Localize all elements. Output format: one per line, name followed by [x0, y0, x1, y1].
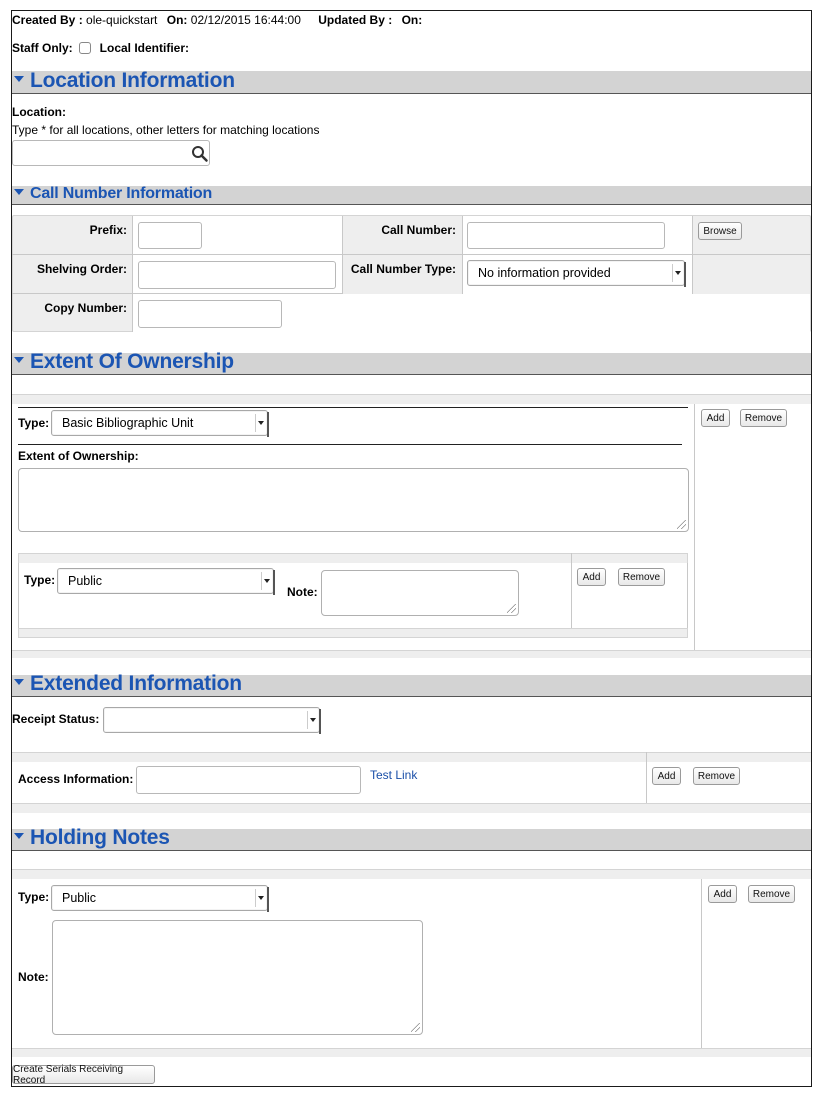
- collapse-triangle-icon: [14, 189, 24, 195]
- resize-grip-icon[interactable]: [411, 1023, 420, 1032]
- local-identifier-label: Local Identifier:: [99, 41, 190, 55]
- holding-notes-type-label: Type:: [18, 890, 50, 904]
- access-info-add-button[interactable]: Add: [652, 767, 681, 785]
- resize-grip-icon[interactable]: [677, 520, 686, 529]
- chevron-down-icon: [307, 711, 317, 729]
- holding-notes-note-textarea[interactable]: [52, 920, 423, 1035]
- ownership-note-type-label: Type:: [24, 573, 56, 587]
- collapse-triangle-icon: [14, 833, 24, 839]
- holding-notes-type-select[interactable]: [51, 885, 268, 911]
- metadata-row: [12, 13, 422, 27]
- location-label: Location:: [12, 105, 66, 119]
- extent-of-ownership-label: Extent of Ownership:: [18, 449, 139, 463]
- call-number-label: Call Number:: [381, 223, 456, 237]
- ownership-note-textarea[interactable]: [321, 570, 519, 616]
- location-section-toggle[interactable]: [14, 69, 235, 93]
- collapse-triangle-icon: [14, 76, 24, 82]
- call-number-section-toggle[interactable]: [14, 185, 212, 203]
- browse-button[interactable]: Browse: [698, 222, 742, 240]
- access-info-input[interactable]: [136, 766, 361, 794]
- created-by-value: ole-quickstart: [86, 13, 158, 27]
- call-number-section-title: Call Number Information: [30, 185, 213, 202]
- chevron-down-icon: [255, 889, 265, 907]
- receipt-status-select[interactable]: [103, 707, 320, 733]
- receipt-status-label: Receipt Status:: [12, 712, 100, 726]
- extent-of-ownership-textarea[interactable]: [18, 468, 689, 532]
- call-number-type-value: No information provided: [478, 266, 611, 280]
- created-on-value: 02/12/2015 16:44:00: [190, 13, 301, 27]
- ownership-section-title: Extent Of Ownership: [30, 350, 234, 373]
- ownership-type-value: Basic Bibliographic Unit: [62, 416, 194, 430]
- call-number-input[interactable]: [467, 222, 665, 249]
- holding-notes-type-value: Public: [62, 891, 97, 905]
- search-icon[interactable]: [191, 145, 209, 163]
- staff-only-row: [12, 41, 189, 55]
- extended-section-toggle[interactable]: [14, 672, 242, 696]
- updated-by-label: Updated By :: [318, 13, 393, 27]
- collapse-triangle-icon: [14, 679, 24, 685]
- created-by-label: Created By :: [12, 13, 83, 27]
- location-search-input[interactable]: [12, 140, 210, 166]
- shelving-order-input[interactable]: [138, 261, 336, 289]
- prefix-input[interactable]: [138, 222, 202, 249]
- location-hint: Type * for all locations, other letters for matching locations: [12, 123, 320, 137]
- ownership-note-type-value: Public: [68, 574, 103, 588]
- ownership-note-label: Note:: [287, 585, 318, 599]
- staff-only-checkbox[interactable]: [79, 42, 91, 54]
- call-number-type-select[interactable]: [467, 260, 685, 286]
- call-number-type-label: Call Number Type:: [350, 262, 456, 276]
- chevron-down-icon: [672, 264, 682, 282]
- staff-only-label: Staff Only:: [12, 41, 73, 55]
- ownership-remove-button[interactable]: Remove: [740, 409, 787, 427]
- access-info-remove-button[interactable]: Remove: [693, 767, 740, 785]
- access-info-label: Access Information:: [18, 772, 134, 786]
- prefix-label: Prefix:: [89, 223, 127, 237]
- location-section-title: Location Information: [30, 69, 235, 92]
- test-link[interactable]: Test Link: [370, 768, 418, 782]
- holding-notes-section-title: Holding Notes: [30, 826, 170, 849]
- holding-notes-remove-button[interactable]: Remove: [748, 885, 795, 903]
- created-on-label: On:: [166, 13, 188, 27]
- holding-notes-section-toggle[interactable]: [14, 826, 170, 850]
- ownership-note-remove-button[interactable]: Remove: [618, 568, 665, 586]
- ownership-section-toggle[interactable]: [14, 350, 234, 374]
- collapse-triangle-icon: [14, 357, 24, 363]
- ownership-type-label: Type:: [18, 416, 50, 430]
- ownership-type-select[interactable]: [51, 410, 268, 436]
- extended-section-title: Extended Information: [30, 672, 242, 695]
- resize-grip-icon[interactable]: [507, 604, 516, 613]
- copy-number-label: Copy Number:: [44, 301, 127, 315]
- ownership-add-button[interactable]: Add: [701, 409, 730, 427]
- shelving-order-label: Shelving Order:: [36, 262, 127, 276]
- create-serials-receiving-record-button[interactable]: Create Serials Receiving Record: [12, 1065, 155, 1084]
- copy-number-input[interactable]: [138, 300, 282, 328]
- chevron-down-icon: [261, 572, 271, 590]
- ownership-note-add-button[interactable]: Add: [577, 568, 606, 586]
- updated-on-label: On:: [401, 13, 423, 27]
- holding-notes-add-button[interactable]: Add: [708, 885, 737, 903]
- chevron-down-icon: [255, 414, 265, 432]
- ownership-note-type-select[interactable]: [57, 568, 274, 594]
- holding-notes-note-label: Note:: [18, 970, 49, 984]
